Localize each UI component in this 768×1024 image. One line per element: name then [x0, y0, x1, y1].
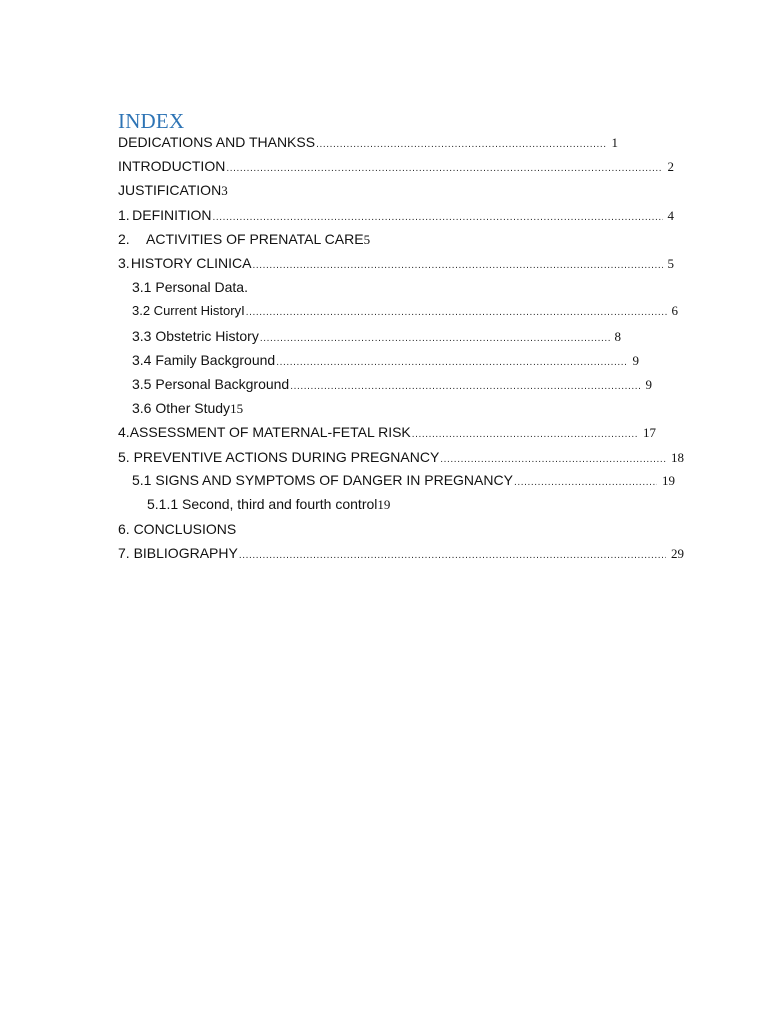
toc-leader-dots [276, 353, 627, 370]
toc-entry-label: DEDICATIONS AND THANKSS [118, 134, 316, 150]
toc-entry-bibliography[interactable] [118, 543, 684, 563]
toc-leader-dots [316, 135, 606, 152]
toc-entry-label: 5.1 SIGNS AND SYMPTOMS OF DANGER IN PREGNANCY [132, 472, 513, 488]
toc-page-number: 29 [671, 546, 684, 561]
toc-leader-dots [514, 473, 657, 490]
toc-entry-label: 3.3 Obstetric History [132, 328, 259, 344]
toc-entry-definition[interactable] [118, 205, 674, 225]
toc-entry-label: DEFINITION [132, 207, 212, 223]
toc-entry-introduction[interactable] [118, 156, 674, 176]
toc-entry-danger-signs[interactable] [132, 470, 675, 490]
toc-leader-dots [252, 256, 662, 273]
toc-page-number: 9 [632, 353, 639, 368]
toc-page-number: 15 [230, 401, 244, 416]
toc-entry-prenatal-care[interactable] [118, 229, 438, 249]
toc-entry-label: JUSTIFICATION [118, 182, 222, 198]
toc-leader-dots [412, 425, 638, 442]
toc-leader-dots [226, 159, 662, 176]
toc-leader-dots [290, 377, 640, 394]
toc-page-number: 8 [614, 329, 621, 344]
toc-entry-control[interactable] [147, 494, 447, 514]
toc-leader-dots [246, 303, 667, 321]
toc-entry-label: 3.2 Current HistoryI [132, 303, 245, 318]
toc-page-number: 6 [671, 303, 678, 318]
toc-entry-label: ASSESSMENT OF MATERNAL-FETAL RISK [129, 424, 411, 440]
toc-entry-history-clinica[interactable] [118, 253, 674, 273]
toc-entry-label: 3.1 Personal Data. [132, 279, 248, 295]
toc-page-number: 9 [645, 377, 652, 392]
toc-page-number: 1 [611, 135, 618, 150]
toc-page-number: 5 [363, 232, 371, 247]
toc-entry-number: 1. [118, 207, 130, 223]
toc-entry-label: 3.5 Personal Background [132, 376, 290, 392]
toc-entry-number: 3. [118, 255, 130, 271]
toc-entry-current-history[interactable] [132, 301, 678, 321]
toc-page-number: 4 [667, 208, 674, 223]
toc-entry-dedications[interactable] [118, 132, 618, 152]
toc-entry-label: 3.4 Family Background [132, 352, 276, 368]
toc-entry-label: 7. BIBLIOGRAPHY [118, 545, 238, 561]
toc-page-number: 5 [667, 256, 674, 271]
toc-entry-number: 2. [118, 231, 130, 247]
toc-entry-label: ACTIVITIES OF PRENATAL CARE [146, 231, 364, 247]
toc-entry-label: HISTORY CLINICA [130, 255, 252, 271]
toc-page-number: 3 [221, 183, 228, 198]
toc-page-number: 19 [662, 473, 675, 488]
toc-leader-dots [212, 208, 662, 225]
toc-entry-label: 3.6 Other Study [132, 400, 231, 416]
toc-page-number: 19 [377, 497, 391, 512]
toc-leader-dots [260, 329, 610, 346]
toc-entry-personal-data[interactable] [132, 277, 332, 297]
toc-entry-maternal-fetal-risk[interactable] [118, 422, 656, 442]
toc-page-number: 2 [667, 159, 674, 174]
toc-entry-obstetric-history[interactable] [132, 326, 621, 346]
toc-entry-justification[interactable] [118, 180, 318, 200]
toc-entry-other-study[interactable] [132, 398, 332, 418]
index-title: INDEX [118, 109, 185, 133]
toc-entry-label: 6. CONCLUSIONS [118, 521, 237, 537]
toc-leader-dots [440, 450, 666, 467]
toc-entry-number: 4. [118, 424, 130, 440]
toc-page-number: 18 [671, 450, 684, 465]
toc-entry-label: 5. PREVENTIVE ACTIONS DURING PREGNANCY [118, 449, 440, 465]
toc-entry-preventive-actions[interactable] [118, 447, 684, 467]
toc-entry-label: INTRODUCTION [118, 158, 226, 174]
toc-leader-dots [239, 546, 666, 563]
toc-entry-conclusions[interactable] [118, 519, 318, 539]
toc-page-number: 17 [643, 425, 656, 440]
toc-entry-label: 5.1.1 Second, third and fourth control [147, 496, 378, 512]
toc-entry-family-background[interactable] [132, 350, 639, 370]
toc-entry-personal-background[interactable] [132, 374, 652, 394]
